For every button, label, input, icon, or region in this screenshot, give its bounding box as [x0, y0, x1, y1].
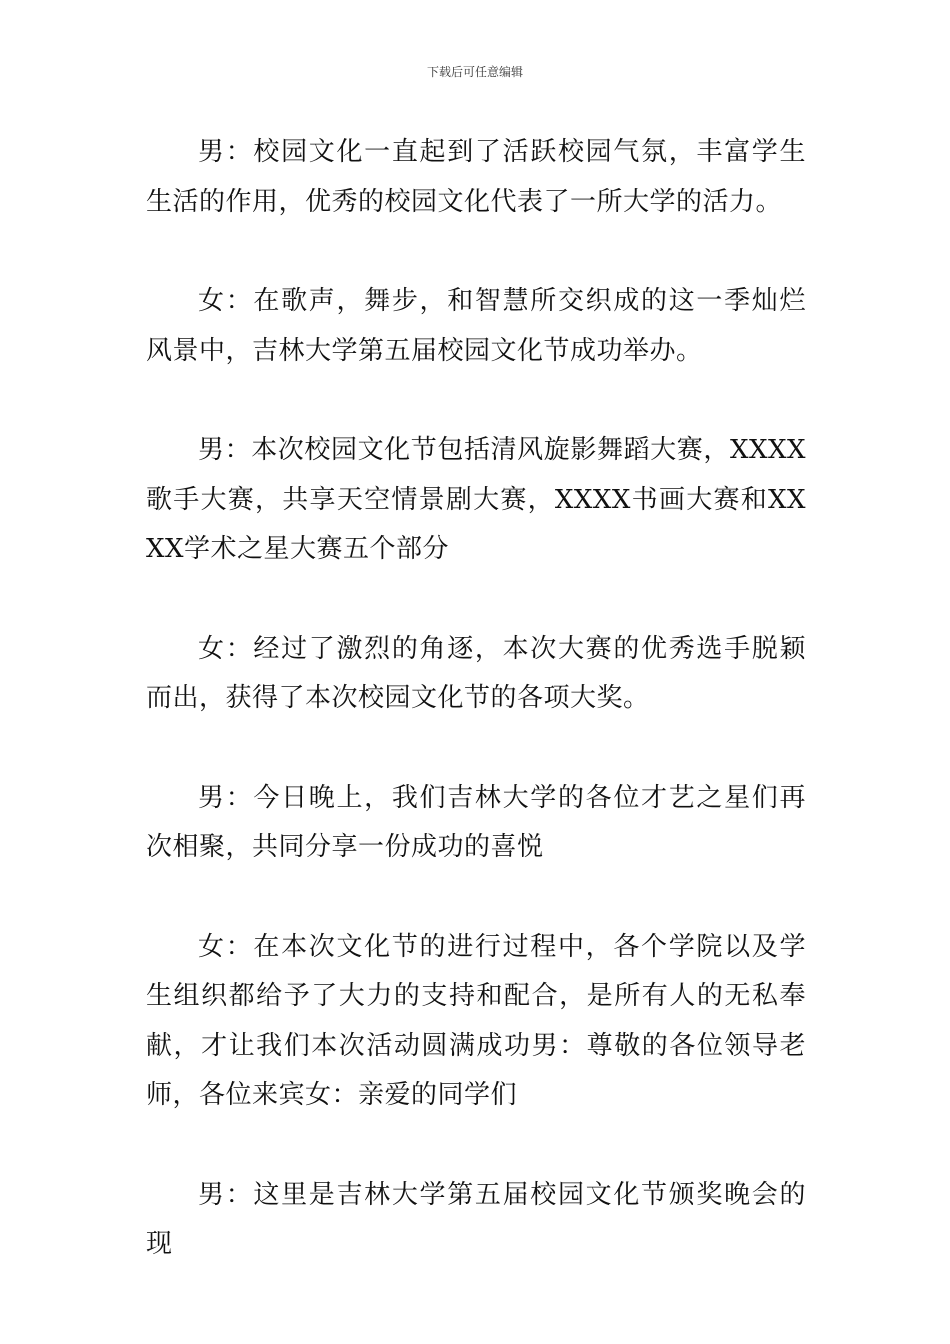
- page-header: 下载后可任意编辑: [426, 65, 523, 79]
- paragraph: 男：这里是吉林大学第五届校园文化节颁奖晚会的现: [146, 1179, 806, 1259]
- paragraph: 男：本次校园文化节包括清风旋影舞蹈大赛，XXXX歌手大赛，共享天空情景剧大赛，XXXX书画大赛和XXXX学术之星大赛五个部分: [146, 435, 806, 564]
- paragraph: 男：今日晚上，我们吉林大学的各位才艺之星们再次相聚，共同分享一份成功的喜悦: [146, 782, 806, 862]
- paragraph: 女：经过了激烈的角逐，本次大赛的优秀选手脱颖而出，获得了本次校园文化节的各项大奖。: [146, 633, 806, 713]
- paragraph: 女：在歌声，舞步，和智慧所交织成的这一季灿烂风景中，吉林大学第五届校园文化节成功举办。: [146, 286, 806, 366]
- paragraph: 女：在本次文化节的进行过程中，各个学院以及学生组织都给予了大力的支持和配合，是所有人的无私奉献，才让我们本次活动圆满成功男：尊敬的各位领导老师，各位来宾女：亲爱的同学们: [146, 931, 806, 1110]
- paragraph: 男：校园文化一直起到了活跃校园气氛，丰富学生生活的作用，优秀的校园文化代表了一所大学的活力。: [146, 137, 806, 217]
- document-body: [146, 128, 806, 1320]
